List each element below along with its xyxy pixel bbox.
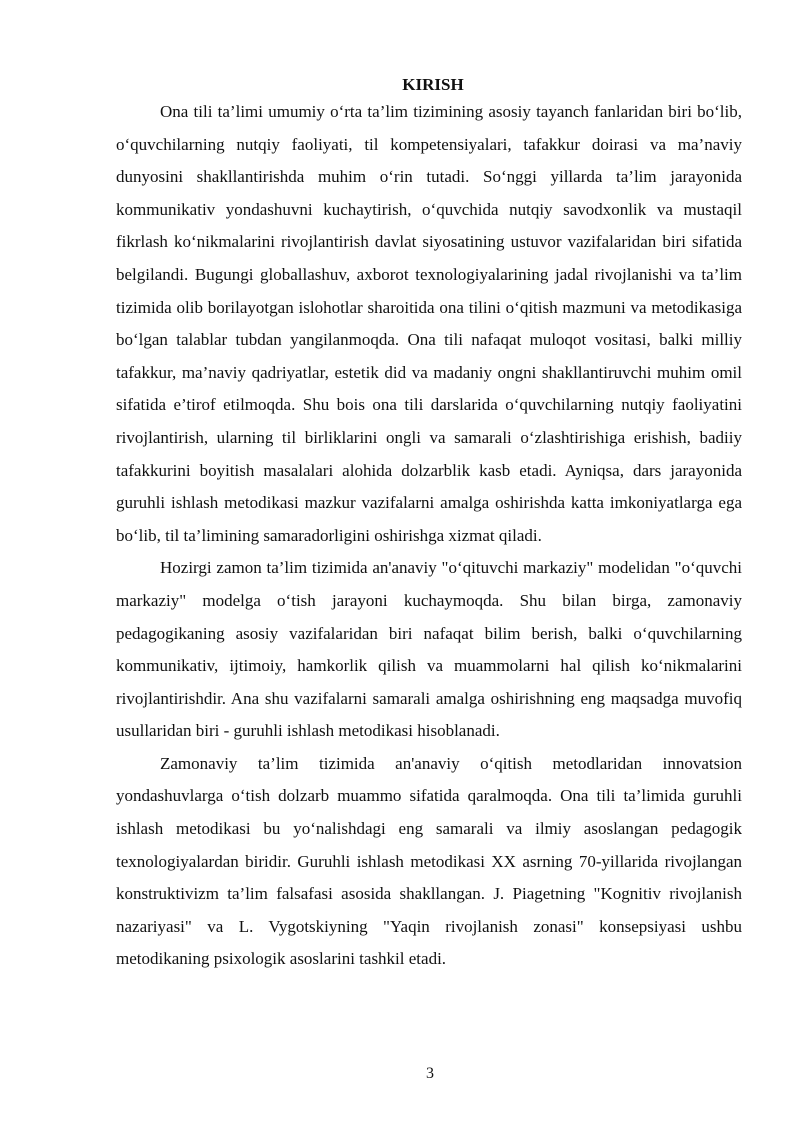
- paragraph-1: Ona tili ta’limi umumiy o‘rta ta’lim tizimining asosiy tayanch fanlaridan biri bo‘lib, o‘quvchilarning nutqiy faoliyati, til kompetensiyalari, tafakkur doirasi va ma’naviy dunyosini shakllantirishda muhim o‘rin tutadi. So‘nggi yillarda ta’lim jarayonida kommunikativ yondashuvni kuchaytirish, o‘quvchida nutqiy savodxonlik va mustaqil fikrlash ko‘nikmalarini rivojlantirish davlat siyosatining ustuvor vazifalaridan biri sifatida belgilandi. Bugungi globallashuv, axborot texnologiyalarining jadal rivojlanishi va ta’lim tizimida olib borilayotgan islohotlar sharoitida ona tilini o‘qitish mazmuni va metodikasiga bo‘lgan talablar tubdan yangilanmoqda. Ona tili nafaqat muloqot vositasi, balki milliy tafakkur, ma’naviy qadriyatlar, estetik did va madaniy ongni shakllantiruvchi muhim omil sifatida e’tirof etilmoqda. Shu bois ona tili darslarida o‘quvchilarning nutqiy faoliyatini rivojlantirish, ularning til birliklarini ongli va samarali o‘zlashtirishiga erishish, badiiy tafakkurini boyitish masalalari alohida dolzarblik kasb etadi. Ayniqsa, dars jarayonida guruhli ishlash metodikasi mazkur vazifalarni amalga oshirishda katta imkoniyatlarga ega bo‘lib, til ta’limining samaradorligini oshirishga xizmat qiladi.: [116, 102, 742, 545]
- paragraph-2: Hozirgi zamon ta’lim tizimida an'anaviy "o‘qituvchi markaziy" modelidan "o‘quvchi markaziy" modelga o‘tish jarayoni kuchaymoqda. Shu bilan birga, zamonaviy pedagogikaning asosiy vazifalaridan biri nafaqat bilim berish, balki o‘quvchilarning kommunikativ, ijtimoiy, hamkorlik qilish va muammolarni hal qilish ko‘nikmalarini rivojlantirishdir. Ana shu vazifalarni samarali amalga oshirishning eng maqsadga muvofiq usullaridan biri - guruhli ishlash metodikasi hisoblanadi.: [116, 558, 742, 741]
- page-number: 3: [426, 1065, 434, 1082]
- page-title: KIRISH: [402, 75, 464, 94]
- document-page: [116, 74, 742, 976]
- paragraph-3: Zamonaviy ta’lim tizimida an'anaviy o‘qitish metodlaridan innovatsion yondashuvlarga o‘tish dolzarb muammo sifatida qaralmoqda. Ona tili ta’limida guruhli ishlash metodikasi bu yo‘nalishdagi eng samarali va ilmiy asoslangan pedagogik texnologiyalardan biridir. Guruhli ishlash metodikasi XX asrning 70-yillarida rivojlangan konstruktivizm ta’lim falsafasi asosida shakllangan. J. Piagetning "Kognitiv rivojlanish nazariyasi" va L. Vygotskiyning "Yaqin rivojlanish zonasi" konsepsiyasi ushbu metodikaning psixologik asoslarini tashkil etadi.: [116, 753, 742, 969]
